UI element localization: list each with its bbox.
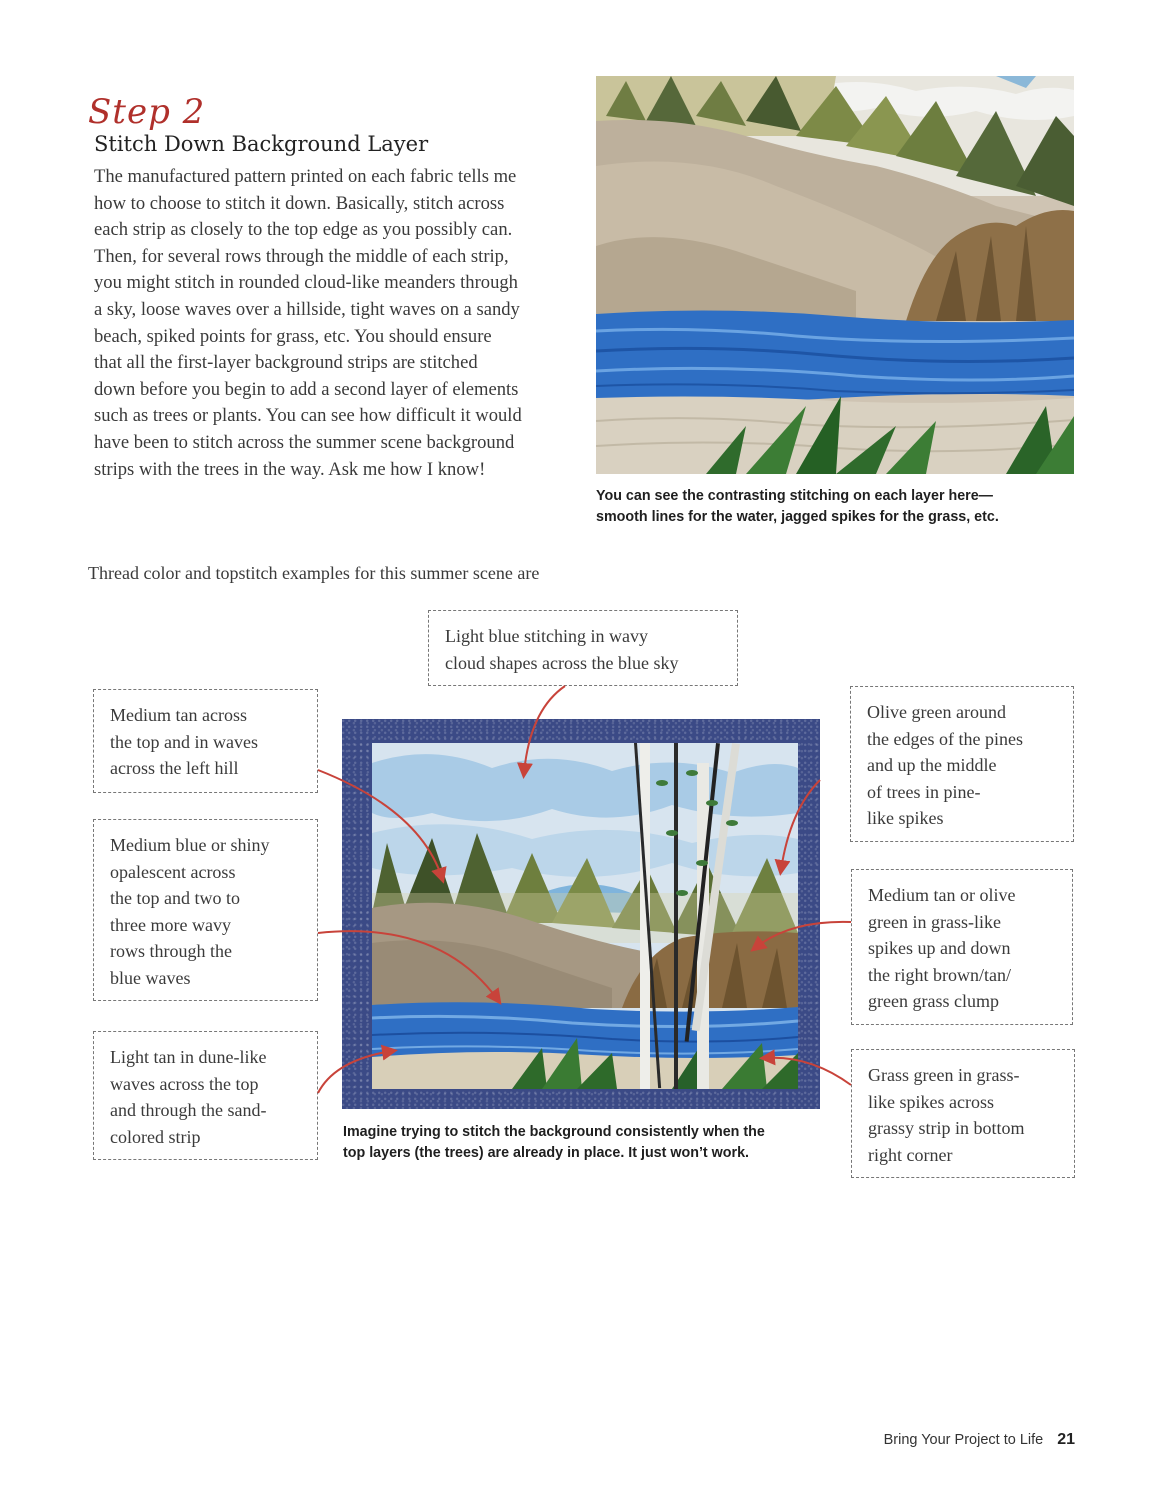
callout-hill — [93, 689, 318, 793]
callout-line: and up the middle — [867, 755, 997, 776]
quilt-scene-illustration — [372, 743, 798, 1089]
intro-line: a sky, loose waves over a hillside, tight waves on a sandy — [94, 298, 520, 320]
caption-line: smooth lines for the water, jagged spikes for the grass, etc. — [596, 509, 999, 525]
callout-line: Light tan in dune-like — [110, 1047, 267, 1067]
quilt-photo-caption — [343, 1122, 823, 1164]
quilt-closeup-illustration — [596, 76, 1074, 474]
callout-line: three more wavy — [110, 914, 231, 935]
callout-line: Medium blue or shiny — [110, 835, 270, 855]
callout-line: like spikes across — [868, 1091, 994, 1112]
callout-line: the top and two to — [110, 888, 240, 909]
caption-line: You can see the contrasting stitching on each layer here— — [596, 488, 993, 504]
callout-line: grassy strip in bottom — [868, 1118, 1025, 1139]
callout-line: waves across the top — [110, 1073, 259, 1094]
quilt-scene — [372, 743, 798, 1089]
callout-line: colored strip — [110, 1126, 201, 1147]
callout-line: blue waves — [110, 967, 191, 988]
callout-line: of trees in pine- — [867, 781, 981, 802]
page-number: 21 — [1057, 1431, 1075, 1448]
callout-line: and through the sand- — [110, 1100, 267, 1121]
callout-line: spikes up and down — [868, 938, 1011, 959]
callout-line: cloud shapes across the blue sky — [445, 652, 679, 673]
thread-examples-lead: Thread color and topstitch examples for this summer scene are — [88, 563, 540, 583]
callout-line: rows through the — [110, 941, 232, 962]
intro-line: The manufactured pattern printed on each fabric tells me — [94, 166, 517, 187]
callout-line: opalescent across — [110, 861, 236, 882]
running-title: Bring Your Project to Life — [883, 1432, 1044, 1448]
callout-line: right corner — [868, 1144, 953, 1165]
page-footer — [884, 1431, 1075, 1449]
intro-line: each strip as closely to the top edge as you possibly can. — [94, 219, 513, 241]
closeup-photo-caption — [596, 486, 1076, 528]
callout-pines — [850, 686, 1074, 842]
stitching-closeup-photo — [596, 76, 1074, 474]
intro-line: that all the first-layer background strips are stitched — [94, 352, 478, 374]
callout-line: green in grass-like — [868, 911, 1001, 932]
intro-line: you might stitch in rounded cloud-like meanders through — [94, 272, 518, 294]
intro-line: strips with the trees in the way. Ask me how I know! — [94, 458, 486, 480]
callout-line: Grass green in grass- — [868, 1065, 1020, 1085]
intro-line: how to choose to stitch it down. Basically, stitch across — [94, 192, 505, 214]
section-title: Stitch Down Background Layer — [94, 132, 429, 156]
callout-line: the edges of the pines — [867, 728, 1023, 749]
intro-line: such as trees or plants. You can see how difficult it would — [94, 405, 522, 427]
callout-line: Medium tan or olive — [868, 885, 1016, 905]
caption-line: top layers (the trees) are already in place. It just won’t work. — [343, 1145, 749, 1161]
callout-sky — [428, 610, 738, 686]
callout-line: the top and in waves — [110, 731, 258, 752]
callout-water — [93, 819, 318, 1001]
summer-scene-quilt-photo — [342, 719, 820, 1109]
callout-line: the right brown/tan/ — [868, 964, 1011, 985]
callout-sand — [93, 1031, 318, 1160]
callout-grass-strip — [851, 1049, 1075, 1178]
callout-line: Olive green around — [867, 702, 1006, 722]
intro-line: down before you begin to add a second layer of elements — [94, 378, 519, 400]
intro-line: beach, spiked points for grass, etc. You should ensure — [94, 325, 492, 347]
callout-line: green grass clump — [868, 991, 999, 1012]
callout-line: Medium tan across — [110, 705, 247, 725]
intro-line: have been to stitch across the summer scene background — [94, 431, 515, 453]
intro-paragraph — [94, 164, 579, 483]
callout-grass-clump — [851, 869, 1073, 1025]
intro-line: Then, for several rows through the middle of each strip, — [94, 245, 509, 267]
callout-line: across the left hill — [110, 758, 239, 779]
step-label: Step 2 — [88, 92, 206, 132]
callout-line: like spikes — [867, 808, 944, 829]
caption-line: Imagine trying to stitch the background consistently when the — [343, 1124, 765, 1140]
callout-line: Light blue stitching in wavy — [445, 626, 648, 646]
